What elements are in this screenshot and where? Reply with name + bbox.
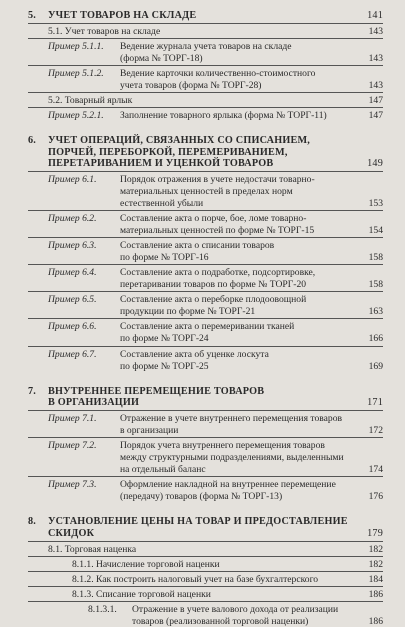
entry-text: Составление акта о переборке плодоовощной: [120, 294, 307, 306]
divider: [28, 601, 383, 602]
page-number: 179: [367, 527, 383, 539]
example-label: Пример 6.6.: [48, 321, 97, 333]
entry-text: продукции по форме № ТОРГ-21: [120, 306, 256, 318]
section-heading: [28, 10, 383, 22]
entry-label: 8.1.3.1.: [88, 603, 117, 615]
page-number: 147: [368, 109, 383, 121]
entry-label: 5.1. Учет товаров на складе: [48, 25, 161, 37]
divider: [28, 171, 383, 172]
toc-entry: [28, 479, 383, 490]
toc-entry: [28, 294, 383, 305]
divider: [28, 210, 383, 211]
page-number: 182: [368, 558, 383, 570]
section-heading: [28, 516, 383, 528]
section-number: 6.: [28, 134, 37, 146]
entry-text: Составление акта о порче, бое, ломе товарно-: [120, 213, 307, 225]
entry-text: Составление акта об уценке лоскута: [120, 348, 269, 360]
example-label: Пример 5.1.1.: [48, 40, 104, 52]
toc-entry: [28, 559, 383, 570]
toc-entry: [28, 589, 383, 600]
divider: [28, 541, 383, 542]
entry-text: Составление акта о подработке, подсортировке,: [120, 267, 316, 279]
toc-entry: [28, 110, 383, 121]
example-label: Пример 5.1.2.: [48, 67, 104, 79]
page-number: 158: [368, 279, 383, 291]
entry-label: 5.2. Товарный ярлык: [48, 94, 133, 106]
example-label: Пример 7.1.: [48, 413, 97, 424]
toc-entry: [28, 26, 383, 37]
toc-entry: [28, 174, 383, 185]
entry-text: материальных ценностей в пределах норм: [120, 186, 293, 198]
example-label: Пример 6.2.: [48, 213, 97, 225]
entry-text: Отражение в учете внутреннего перемещения товаров: [120, 413, 343, 424]
toc-entry: [28, 413, 383, 424]
toc-entry: [28, 440, 383, 451]
example-label: Пример 5.2.1.: [48, 109, 104, 121]
section-title: ПЕРЕТАРИВАНИЕМ И УЦЕНКОЙ ТОВАРОВ: [48, 158, 274, 170]
entry-text: (передачу) товаров (форма № ТОРГ-13): [120, 491, 283, 503]
page-number: 141: [367, 10, 383, 21]
divider: [28, 38, 383, 39]
toc-entry: [28, 544, 383, 555]
section-title: УЧЕТ ОПЕРАЦИЙ, СВЯЗАННЫХ СО СПИСАНИЕМ,: [48, 134, 311, 146]
entry-text: Составление акта о списании товаров: [120, 240, 275, 252]
section-heading: [28, 386, 383, 398]
toc-entry: [28, 604, 383, 615]
section-6: [28, 135, 383, 372]
section-5: [28, 10, 383, 121]
example-label: Пример 6.5.: [48, 294, 97, 306]
page-number: 143: [368, 79, 383, 91]
entry-text: в организации: [120, 425, 179, 437]
section-title: УЧЕТ ТОВАРОВ НА СКЛАДЕ: [48, 10, 197, 21]
entry-label: 8.1. Торговая наценка: [48, 543, 137, 555]
entry-text: учета товаров (форма № ТОРГ-28): [120, 79, 262, 91]
page-number: 176: [368, 491, 383, 503]
divider: [28, 410, 383, 411]
entry-text: по форме № ТОРГ-24: [120, 333, 209, 345]
example-label: Пример 7.2.: [48, 440, 97, 452]
entry-text: Составление акта о перемеривании тканей: [120, 321, 295, 333]
toc-entry: [28, 349, 383, 360]
entry-text: товаров (реализованной торговой наценки): [132, 615, 309, 627]
divider: [28, 437, 383, 438]
entry-text: перетаривании товаров по форме № ТОРГ-20: [120, 279, 307, 291]
section-8: [28, 516, 383, 627]
entry-label: 8.1.1. Начисление торговой наценки: [72, 558, 220, 570]
page-number: 182: [368, 543, 383, 555]
toc-entry: [28, 267, 383, 278]
section-7: [28, 386, 383, 503]
page-number: 171: [367, 397, 383, 409]
section-title: В ОРГАНИЗАЦИИ: [48, 397, 140, 409]
toc-entry: [28, 213, 383, 224]
entry-text: по форме № ТОРГ-16: [120, 252, 209, 264]
toc-entry: [28, 574, 383, 585]
example-label: Пример 6.4.: [48, 267, 97, 279]
divider: [28, 264, 383, 265]
entry-text: Оформление накладной на внутреннее перемещение: [120, 479, 336, 491]
divider: [28, 23, 383, 24]
divider: [28, 556, 383, 557]
entry-text: на отдельный баланс: [120, 464, 206, 476]
section-title: СКИДОК: [48, 527, 95, 539]
example-label: Пример 7.3.: [48, 479, 97, 491]
divider: [28, 571, 383, 572]
entry-text: по форме № ТОРГ-25: [120, 360, 209, 372]
page-number: 184: [368, 573, 383, 585]
divider: [28, 291, 383, 292]
entry-text: Отражение в учете валового дохода от реализации: [132, 603, 339, 615]
entry-text: материальных ценностей по форме № ТОРГ-15: [120, 225, 315, 237]
entry-text: (форма № ТОРГ-18): [120, 52, 203, 64]
entry-text: Ведение карточки количественно-стоимостного: [120, 67, 316, 79]
page-number: 143: [368, 52, 383, 64]
example-label: Пример 6.3.: [48, 240, 97, 252]
divider: [28, 92, 383, 93]
entry-text: между структурными подразделениями, выделенными: [120, 452, 344, 464]
section-number: 8.: [28, 516, 37, 528]
divider: [28, 586, 383, 587]
toc-entry: [28, 95, 383, 106]
toc-entry: [28, 321, 383, 332]
toc-entry-cont: [28, 53, 383, 64]
toc-entry: [28, 240, 383, 251]
entry-label: 8.1.3. Списание торговой наценки: [72, 588, 211, 600]
entry-label: 8.1.2. Как построить налоговый учет на базе бухгалтерского: [72, 573, 319, 585]
divider: [28, 476, 383, 477]
entry-text: естественной убыли: [120, 198, 204, 210]
page-number: 186: [368, 588, 383, 600]
entry-text: Порядок учета внутреннего перемещения товаров: [120, 440, 325, 452]
page-number: 163: [368, 306, 383, 318]
entry-text: Заполнение товарного ярлыка (форма № ТОРГ-11): [120, 109, 327, 121]
section-number: 7.: [28, 385, 37, 397]
example-label: Пример 6.1.: [48, 174, 97, 186]
page-number: 169: [368, 360, 383, 372]
example-label: Пример 6.7.: [48, 348, 97, 360]
divider: [28, 346, 383, 347]
page-number: 143: [368, 25, 383, 37]
section-title: УСТАНОВЛЕНИЕ ЦЕНЫ НА ТОВАР И ПРЕДОСТАВЛЕНИЕ: [48, 516, 348, 528]
page-number: 153: [368, 198, 383, 210]
page-number: 166: [368, 333, 383, 345]
divider: [28, 237, 383, 238]
page-number: 172: [368, 425, 383, 437]
section-number: 5.: [28, 10, 37, 21]
divider: [28, 65, 383, 66]
page-number: 149: [367, 158, 383, 170]
entry-text: Ведение журнала учета товаров на складе: [120, 40, 292, 52]
toc-entry: [28, 68, 383, 79]
page-number: 154: [368, 225, 383, 237]
divider: [28, 107, 383, 108]
page-number: 147: [368, 94, 383, 106]
section-heading: [28, 135, 383, 147]
section-title: ПОРЧЕЙ, ПЕРЕБОРКОЙ, ПЕРЕМЕРИВАНИЕМ,: [48, 146, 288, 158]
section-title: ВНУТРЕННЕЕ ПЕРЕМЕЩЕНИЕ ТОВАРОВ: [48, 385, 265, 397]
toc-entry: [28, 41, 383, 52]
page-number: 186: [368, 615, 383, 627]
page-number: 174: [368, 464, 383, 476]
divider: [28, 318, 383, 319]
toc-entry-cont: [28, 80, 383, 91]
page-number: 158: [368, 252, 383, 264]
entry-text: Порядок отражения в учете недостачи товарно-: [120, 174, 315, 186]
